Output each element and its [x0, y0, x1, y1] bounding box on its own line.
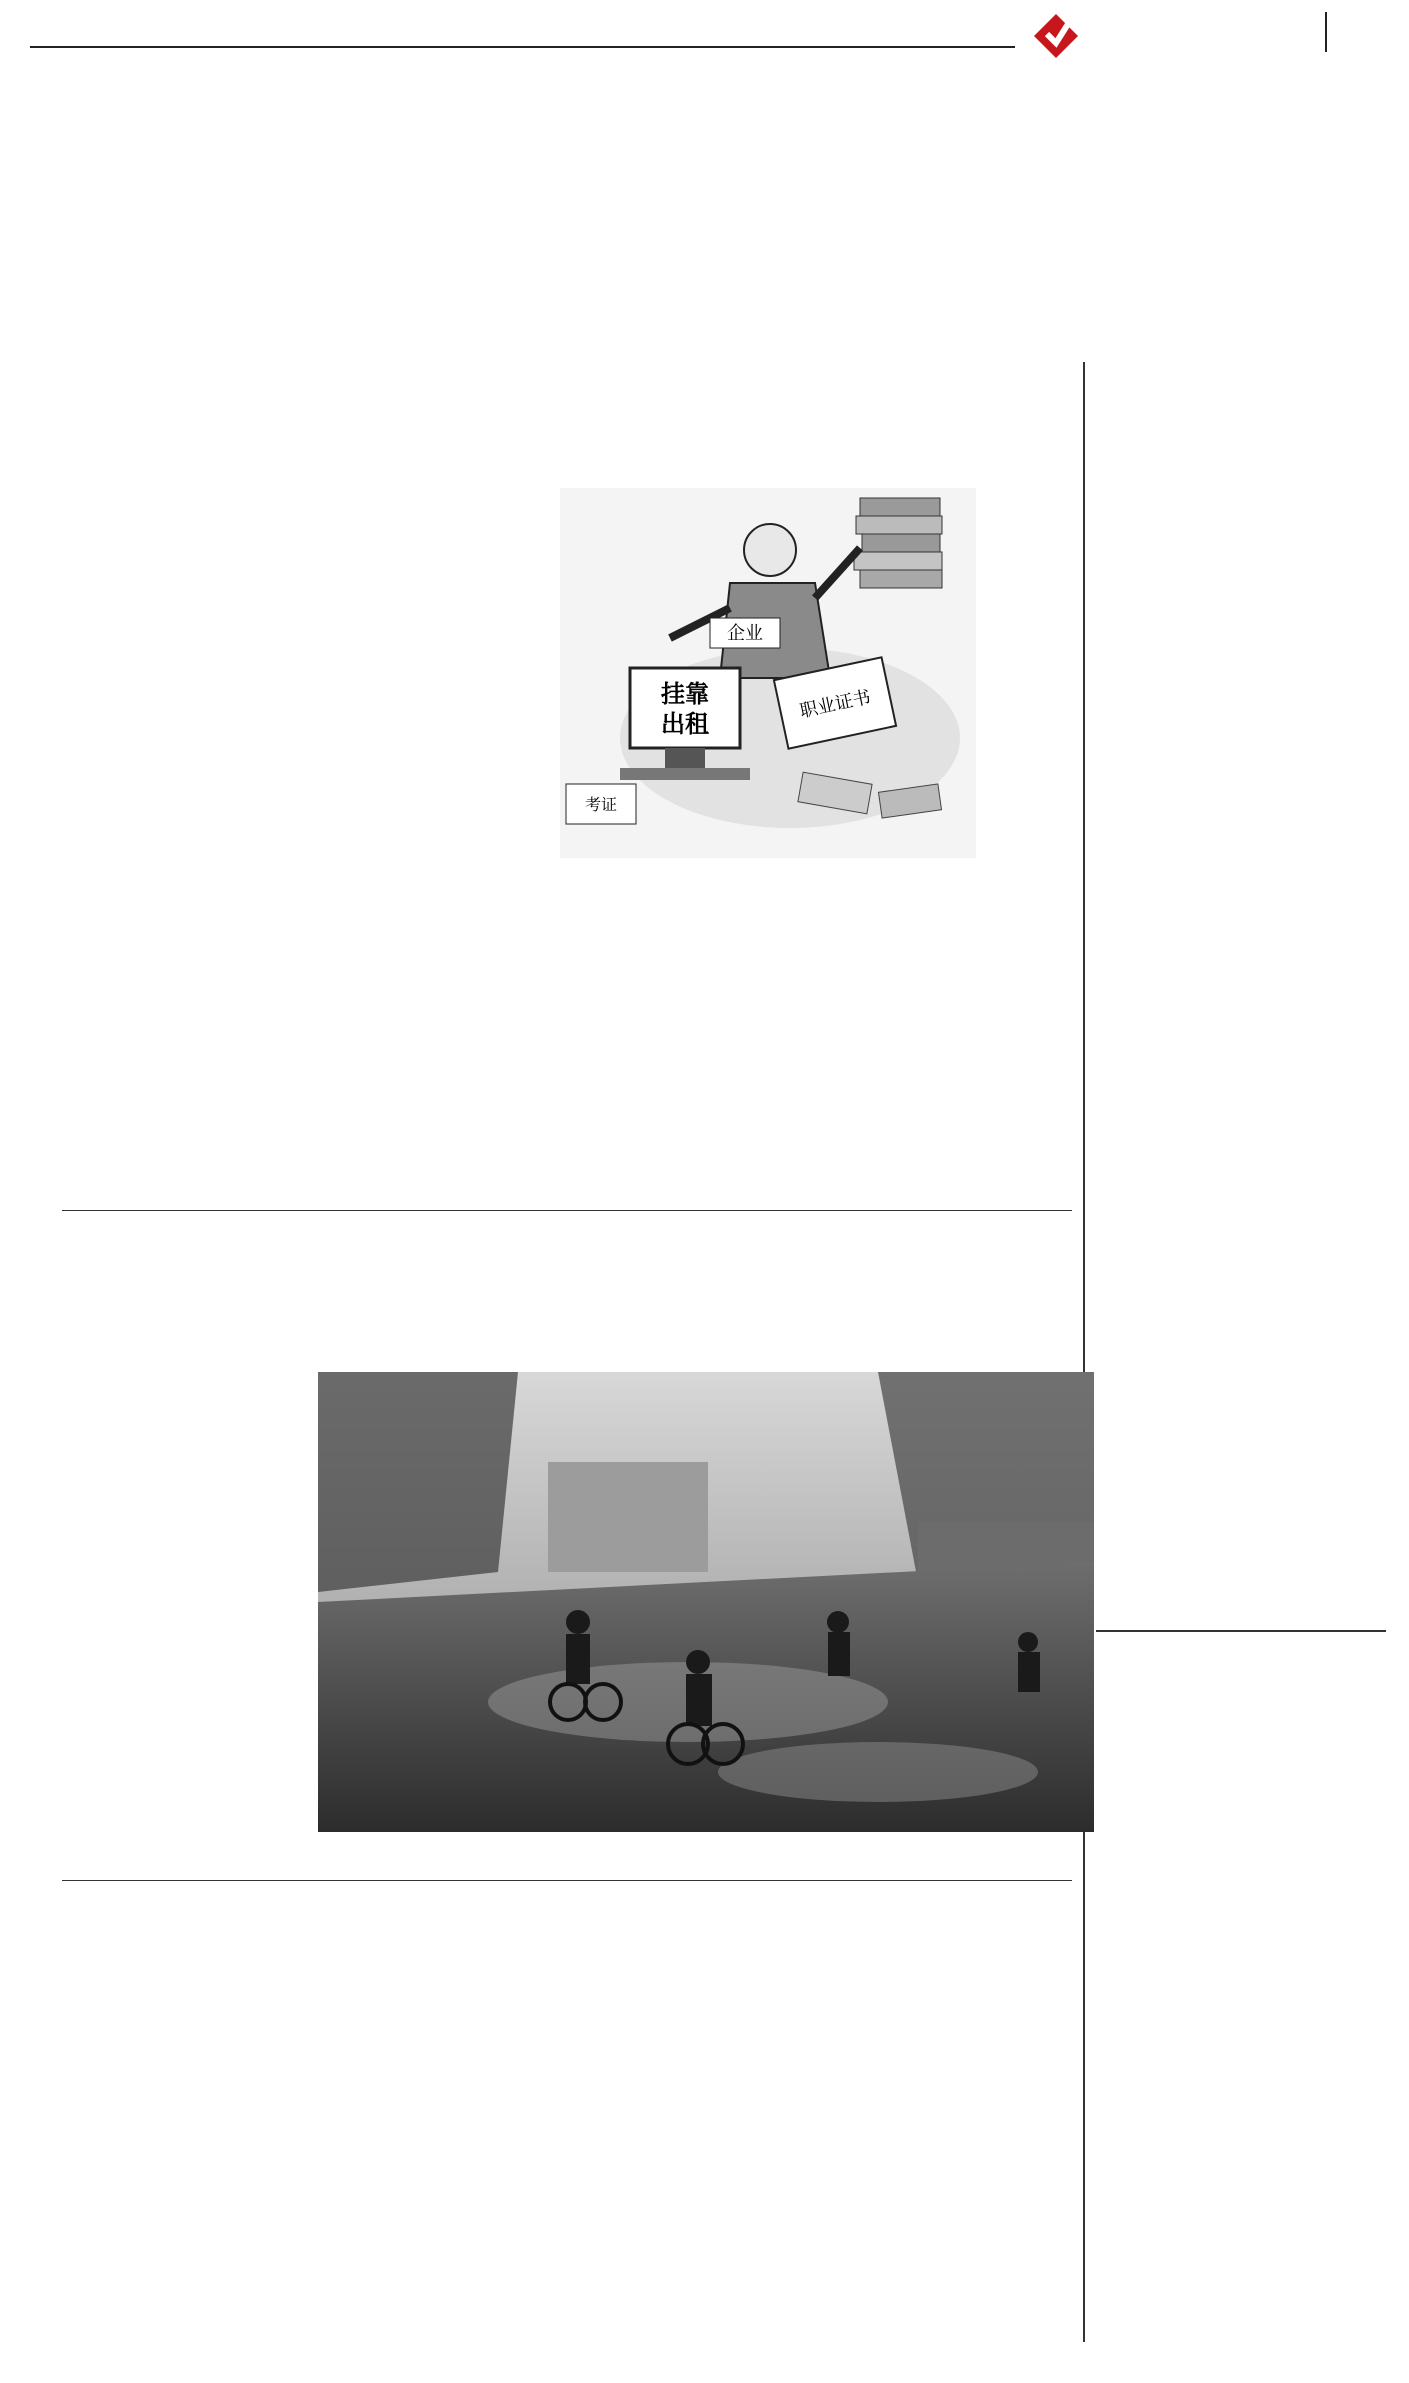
sidebar-rule: [1096, 1630, 1386, 1632]
header-rule: [30, 46, 1015, 48]
cartoon-exam-label: 考证: [584, 795, 618, 814]
article1-column-2b: [310, 634, 535, 1194]
article2-column-1: [62, 1372, 294, 1872]
article1-column-4: [810, 880, 1035, 1196]
sidebar-divider: [1083, 362, 1085, 2342]
sidebar1-body: [1106, 480, 1344, 1600]
page-number-divider: [1325, 12, 1327, 52]
header-info: [672, 20, 712, 36]
cartoon-rent-sign-line1: 挂靠: [661, 680, 709, 708]
masthead: [0, 0, 1409, 80]
cartoon-illustration: [560, 488, 976, 858]
street-photo: [318, 1372, 1094, 1832]
sidebar2-body: [1106, 1842, 1344, 2326]
article1-column-2a: [310, 488, 535, 558]
street-photo-image: [318, 1372, 1094, 1832]
cartoon-drawing: [560, 488, 976, 858]
cartoon-rent-sign-line2: 出租: [661, 710, 709, 738]
cartoon-certificate-label: 职业证书: [797, 686, 873, 723]
cartoon-enterprise-label: 企业: [727, 623, 763, 644]
article2-top-rule: [62, 1210, 1072, 1211]
article1-column-1: [62, 572, 286, 1194]
article1-column-3: [562, 960, 787, 1196]
section-logo-icon: [1030, 10, 1090, 60]
article3-top-rule: [62, 1880, 1072, 1881]
book-stack-icon: [854, 498, 942, 588]
